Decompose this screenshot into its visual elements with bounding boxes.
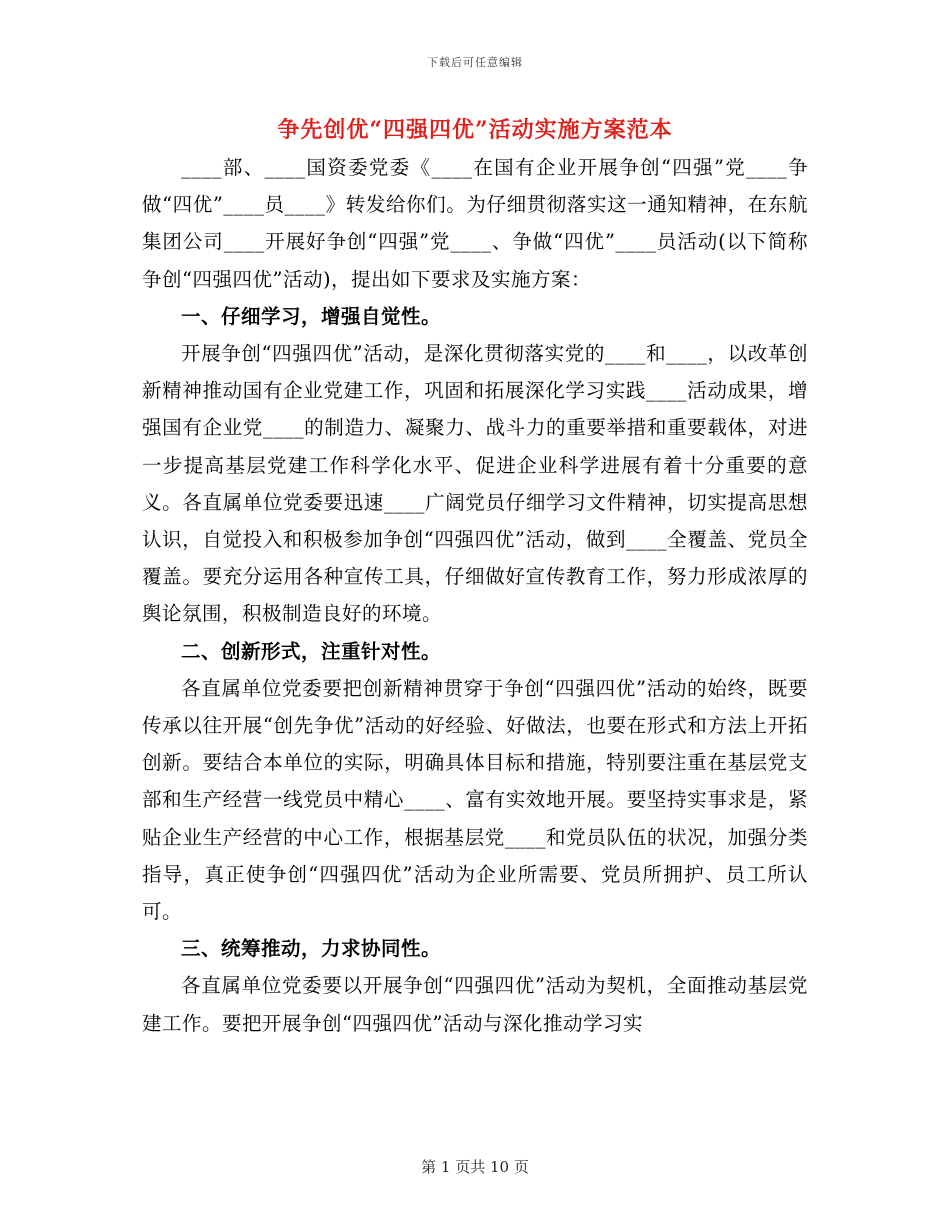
- header-note: 下载后可任意编辑: [427, 56, 523, 69]
- section-body-3: 各直属单位党委要以开展争创“四强四优”活动为契机，全面推动基层党建工作。要把开展争创“四强四优”活动与深化推动学习实: [142, 974, 808, 1035]
- section-heading-3: 三、统筹推动，力求协同性。: [181, 937, 442, 961]
- section-heading-2: 二、创新形式，注重针对性。: [181, 639, 442, 663]
- section-heading-1: 一、仔细学习，增强自觉性。: [181, 304, 442, 328]
- document-title: 争先创优“四强四优”活动实施方案范本: [277, 117, 673, 143]
- page-number: 第 1 页共 10 页: [421, 1158, 529, 1176]
- section-body-1: 开展争创“四强四优”活动，是深化贯彻落实党的____和____，以改革创新精神推动国有企业党建工作，巩固和拓展深化学习实践____活动成果，增强国有企业党____的制造力、凝聚力、战斗力的重要举措和重要载体，对进一步提高基层党建工作科学化水平、促进企业科学进展有着十分重要的意义。各直属单位党委要迅速____广阔党员仔细学习文件精神，切实提高思想认识，自觉投入和积极参加争创“四强四优”活动，做到____全覆盖、党员全覆盖。要充分运用各种宣传工具，仔细做好宣传教育工作，努力形成浓厚的舆论氛围，积极制造良好的环境。: [142, 342, 808, 626]
- document-body: [142, 149, 808, 1042]
- intro-paragraph: ____部、____国资委党委《____在国有企业开展争创“四强”党____争做“四优”____员____》转发给你们。为仔细贯彻落实这一通知精神，在东航集团公司____开展好争创“四强”党____、争做“四优”____员活动(以下简称争创“四强四优”活动)，提出如下要求及实施方案：: [142, 156, 808, 291]
- section-body-2: 各直属单位党委要把创新精神贯穿于争创“四强四优”活动的始终，既要传承以往开展“创先争优”活动的好经验、好做法，也要在形式和方法上开拓创新。要结合本单位的实际，明确具体目标和措施，特别要注重在基层党支部和生产经营一线党员中精心____、富有实效地开展。要坚持实事求是，紧贴企业生产经营的中心工作，根据基层党____和党员队伍的状况，加强分类指导，真正使争创“四强四优”活动为企业所需要、党员所拥护、员工所认可。: [142, 676, 808, 924]
